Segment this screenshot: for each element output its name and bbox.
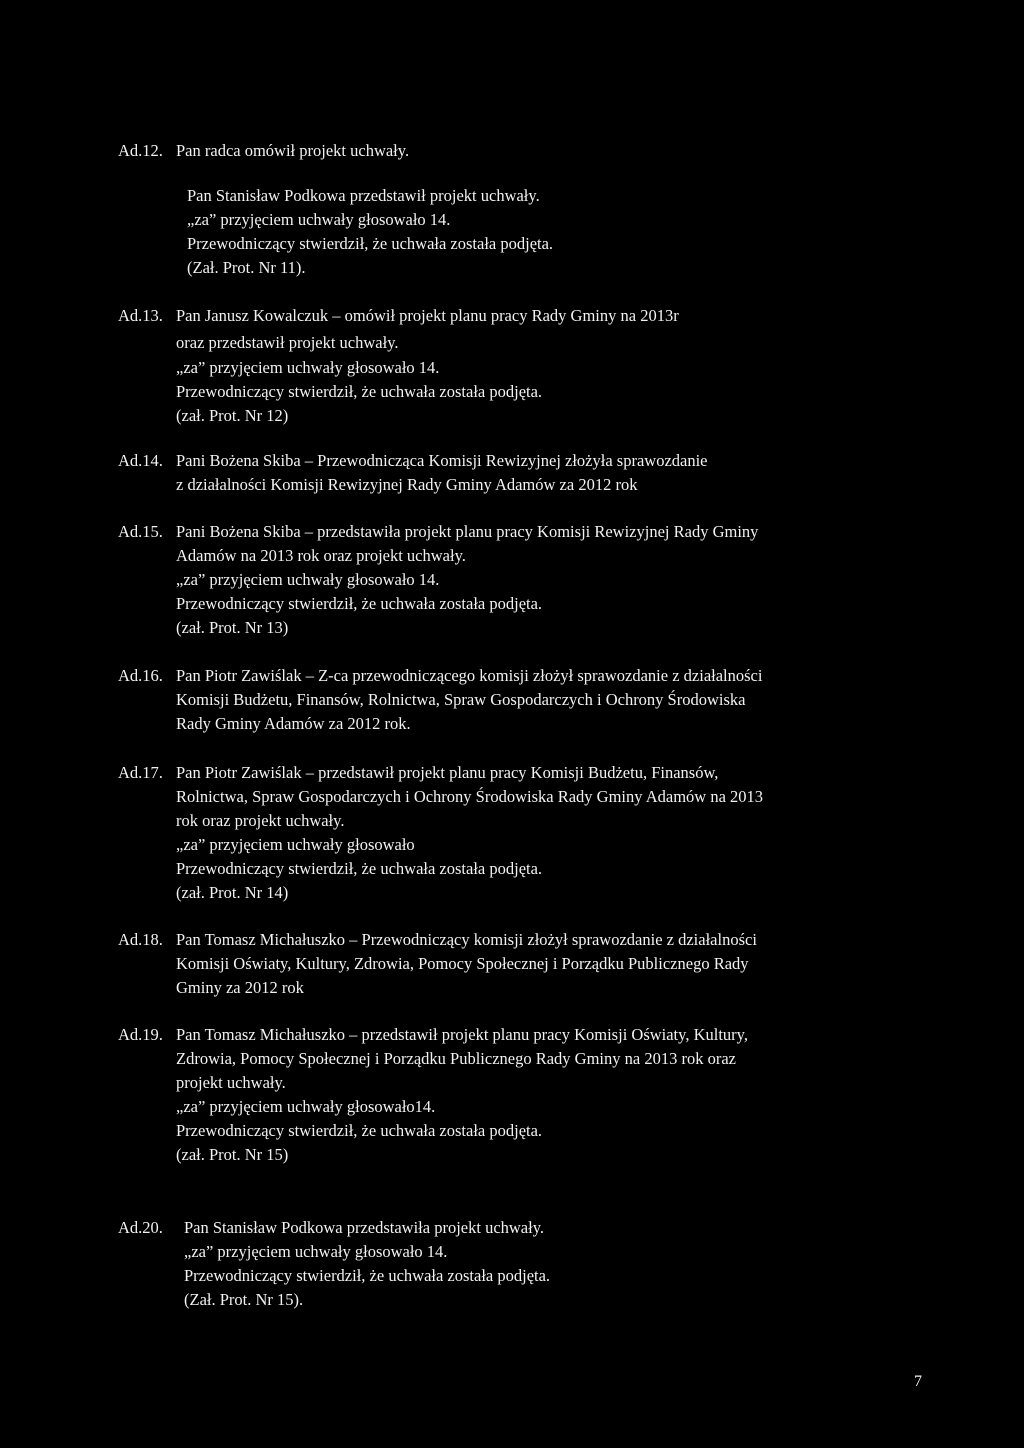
item-label: Ad.18. xyxy=(118,930,163,949)
item-line: z działalności Komisji Rewizyjnej Rady Gminy Adamów za 2012 rok xyxy=(176,475,638,494)
item-line: (zał. Prot. Nr 12) xyxy=(176,406,289,425)
item-line: Pani Bożena Skiba – przedstawiła projekt planu pracy Komisji Rewizyjnej Rady Gminy xyxy=(176,522,759,541)
page-number: 7 xyxy=(914,1373,922,1390)
item-line: Pan Piotr Zawiślak – Z-ca przewodniczącego komisji złożył sprawozdanie z działalności xyxy=(176,666,763,685)
item-line: Przewodniczący stwierdził, że uchwała została podjęta. xyxy=(184,1266,551,1285)
item-line: Pan Piotr Zawiślak – przedstawił projekt planu pracy Komisji Budżetu, Finansów, xyxy=(176,763,719,782)
item-line: Zdrowia, Pomocy Społecznej i Porządku Publicznego Rady Gminy na 2013 rok oraz xyxy=(176,1049,736,1068)
item-line: Pan Janusz Kowalczuk – omówił projekt planu pracy Rady Gminy na 2013r xyxy=(176,306,679,325)
item-line: „za” przyjęciem uchwały głosowało 14. xyxy=(187,210,451,229)
item-label: Ad.13. xyxy=(118,306,163,325)
item-line: Pan Stanisław Podkowa przedstawił projekt uchwały. xyxy=(187,186,540,205)
item-line: (Zał. Prot. Nr 15). xyxy=(184,1290,304,1309)
item-line: Pan Stanisław Podkowa przedstawiła projekt uchwały. xyxy=(184,1218,545,1237)
item-line: (zał. Prot. Nr 15) xyxy=(176,1145,289,1164)
item-line: Pan Tomasz Michałuszko – Przewodniczący komisji złożył sprawozdanie z działalności xyxy=(176,930,757,949)
item-line: „za” przyjęciem uchwały głosowało xyxy=(176,835,415,854)
item-line: Gminy za 2012 rok xyxy=(176,978,304,997)
item-line: Komisji Budżetu, Finansów, Rolnictwa, Spraw Gospodarczych i Ochrony Środowiska xyxy=(176,690,746,709)
item-line: „za” przyjęciem uchwały głosowało 14. xyxy=(176,570,440,589)
item-label: Ad.19. xyxy=(118,1025,163,1044)
item-label: Ad.16. xyxy=(118,666,163,685)
item-line: „za” przyjęciem uchwały głosowało 14. xyxy=(176,358,440,377)
item-line: Przewodniczący stwierdził, że uchwała została podjęta. xyxy=(187,234,554,253)
item-line: „za” przyjęciem uchwały głosowało14. xyxy=(176,1097,436,1116)
item-label: Ad.14. xyxy=(118,451,163,470)
item-line: Pan radca omówił projekt uchwały. xyxy=(176,141,410,160)
item-line: Przewodniczący stwierdził, że uchwała została podjęta. xyxy=(176,594,543,613)
item-line: Adamów na 2013 rok oraz projekt uchwały. xyxy=(176,546,466,565)
item-line: Rady Gminy Adamów za 2012 rok. xyxy=(176,714,411,733)
item-label: Ad.15. xyxy=(118,522,163,541)
item-label: Ad.12. xyxy=(118,141,163,160)
item-line: (zał. Prot. Nr 13) xyxy=(176,618,289,637)
item-line: rok oraz projekt uchwały. xyxy=(176,811,345,830)
item-label: Ad.20. xyxy=(118,1218,163,1237)
item-line: (zał. Prot. Nr 14) xyxy=(176,883,289,902)
item-line: Rolnictwa, Spraw Gospodarczych i Ochrony Środowiska Rady Gminy Adamów na 2013 xyxy=(176,787,764,806)
item-line: Komisji Oświaty, Kultury, Zdrowia, Pomocy Społecznej i Porządku Publicznego Rady xyxy=(176,954,749,973)
item-line: Pani Bożena Skiba – Przewodnicząca Komisji Rewizyjnej złożyła sprawozdanie xyxy=(176,451,708,470)
item-line: Przewodniczący stwierdził, że uchwała została podjęta. xyxy=(176,859,543,878)
item-line: oraz przedstawił projekt uchwały. xyxy=(176,333,399,352)
item-line: (Zał. Prot. Nr 11). xyxy=(187,258,306,277)
item-label: Ad.17. xyxy=(118,763,163,782)
item-line: projekt uchwały. xyxy=(176,1073,286,1092)
item-line: Przewodniczący stwierdził, że uchwała została podjęta. xyxy=(176,382,543,401)
item-line: Przewodniczący stwierdził, że uchwała została podjęta. xyxy=(176,1121,543,1140)
item-line: „za” przyjęciem uchwały głosowało 14. xyxy=(184,1242,448,1261)
item-line: Pan Tomasz Michałuszko – przedstawił projekt planu pracy Komisji Oświaty, Kultury, xyxy=(176,1025,748,1044)
